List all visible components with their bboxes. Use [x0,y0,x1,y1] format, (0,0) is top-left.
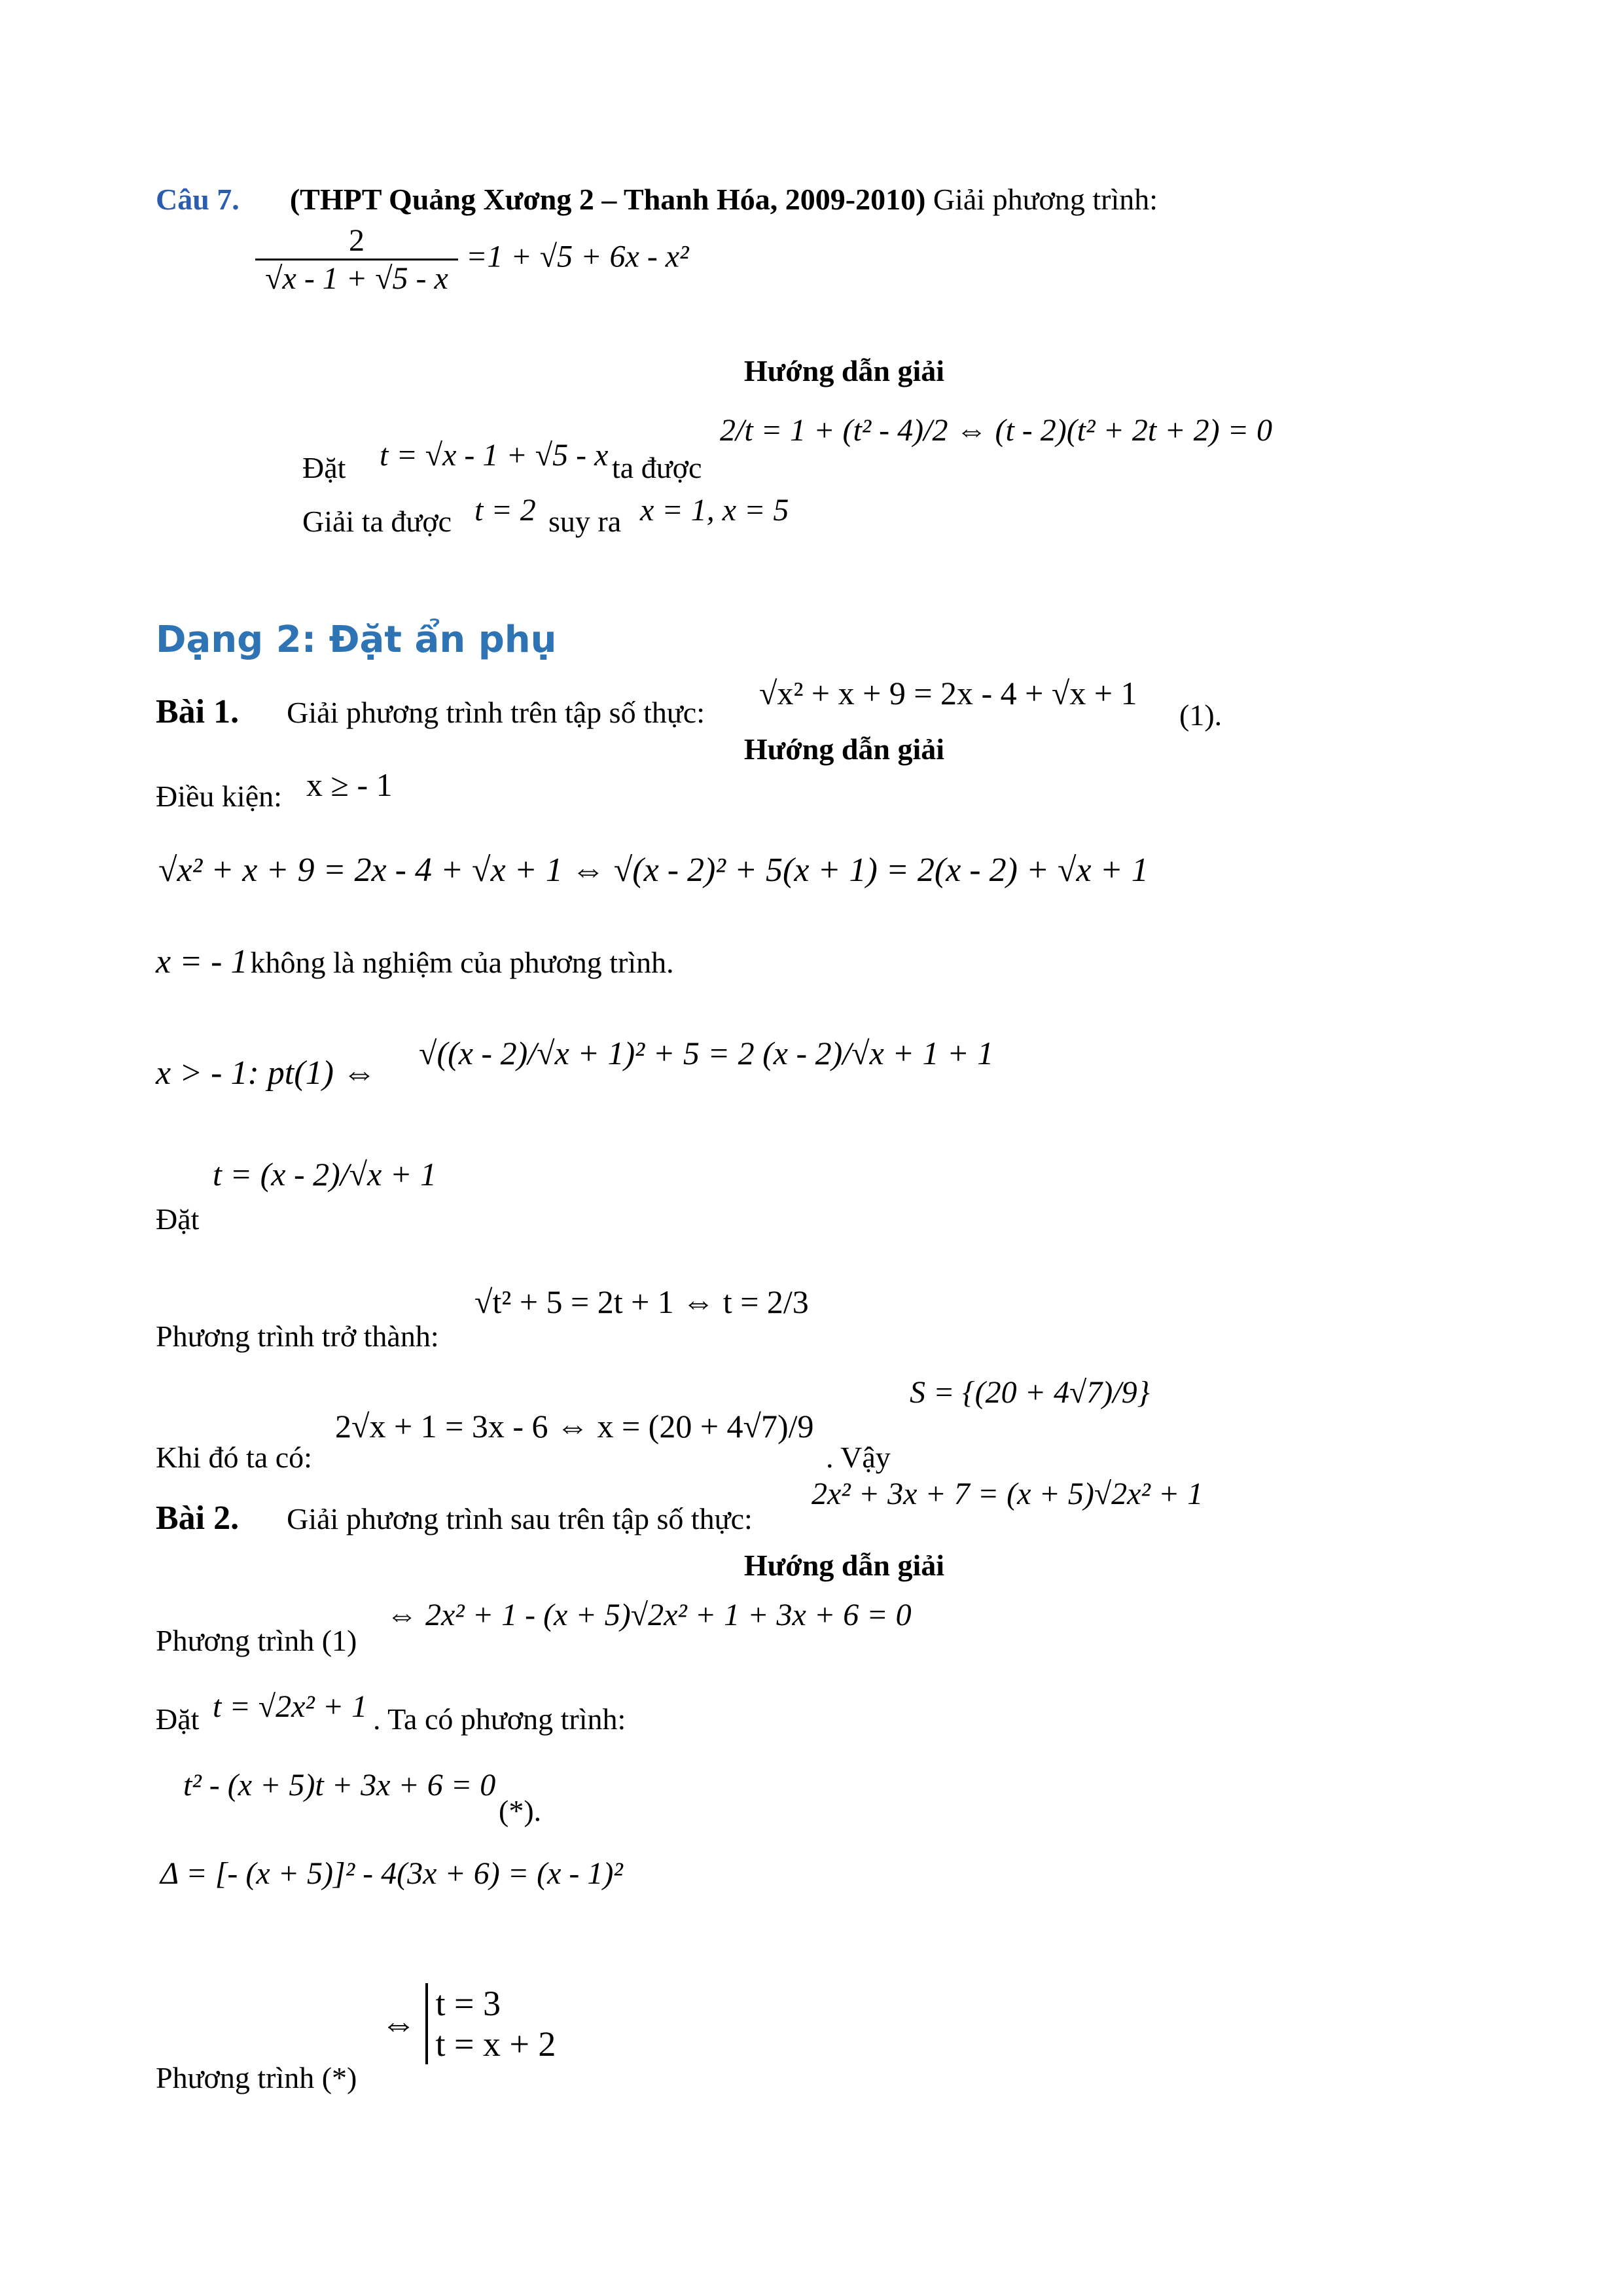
cau7-line2-mid: suy ra [548,505,622,538]
cau7-line2-t: t = 2 [474,493,536,528]
cau7-line2-prefix: Giải ta được [302,505,452,538]
bai2-star-label: Phương trình (*) [156,2061,357,2094]
bai1-condition-label: Điều kiện: [156,780,282,813]
cau7-equation [255,223,689,296]
bai2-star-case2: t = x + 2 [435,2024,556,2064]
cau7-task: Giải phương trình: [933,183,1158,216]
bai1-eq-tag: (1). [1179,698,1222,732]
bai2-equation: 2x² + 3x + 7 = (x + 5)√2x² + 1 [812,1477,1204,1511]
cau7-line1-eq: 2/t = 1 + (t² - 4)/2 ⇔ (t - 2)(t² + 2t + 2) = 0 [720,413,1272,448]
bai1-then-eq: 2√x + 1 = 3x - 6 ⇔ x = (20 + 4√7)/9 [335,1408,814,1444]
bai2-delta-eq: Δ = [- (x + 5)]² - 4(3x + 6) = (x - 1)² [160,1856,623,1891]
bai1-task: Giải phương trình trên tập số thực: [287,696,705,729]
bai2-sub-prefix: Đặt [156,1702,200,1736]
bai2-header [156,1499,753,1537]
bai2-pt1-eq: ⇔ 2x² + 1 - (x + 5)√2x² + 1 + 3x + 6 = 0 [386,1598,912,1632]
bai1-case2-eq: √((x - 2)/√x + 1)² + 5 = 2 (x - 2)/√x + 1 + 1 [419,1035,994,1071]
bai1-condition: x ≥ - 1 [306,766,393,803]
cau7-line2-x: x = 1, x = 5 [640,493,789,528]
bai2-sub-suffix: . Ta có phương trình: [373,1702,626,1736]
bai1-equation: √x² + x + 9 = 2x - 4 + √x + 1 [759,675,1137,711]
bai1-vay: . Vậy [826,1441,891,1474]
cau7-label: Câu 7. [156,183,240,216]
bai2-star-system: ⇔ t = 3 t = x + 2 [381,1984,556,2064]
section-heading: Dạng 2: Đặt ẩn phụ [156,619,557,661]
bai1-header [156,692,705,731]
bai2-star-case1: t = 3 [435,1984,501,2023]
bai1-case1 [156,942,674,981]
cau7-header [156,182,1158,217]
cau7-source: (THPT Quảng Xương 2 – Thanh Hóa, 2009-2010) [289,183,926,216]
bai1-case2-math: x > - 1: pt(1) ⇔ [156,1054,376,1092]
bai1-then-text: Khi đó ta có: [156,1441,312,1474]
cau7-eq-denominator: √x - 1 + √5 - x [265,261,448,296]
bai2-task: Giải phương trình sau trên tập số thực: [287,1502,753,1535]
cau7-line1-mid: ta được [612,451,702,484]
cau7-guide-title: Hướng dẫn giải [743,354,945,387]
bai1-transform: √x² + x + 9 = 2x - 4 + √x + 1 ⇔ √(x - 2)² + 5(x + 1) = 2(x - 2) + √x + 1 [158,852,1149,889]
bai1-guide-title: Hướng dẫn giải [743,732,945,766]
bai1-becomes-text: Phương trình trở thành: [156,1319,439,1353]
bai1-case1-text: không là nghiệm của phương trình. [250,946,674,979]
bai2-label: Bài 2. [156,1499,240,1537]
cau7-line1-sub: t = √x - 1 + √5 - x [380,438,609,473]
cau7-line1-prefix: Đặt [302,451,346,484]
bai1-sub-prefix: Đặt [156,1202,200,1236]
bai1-label: Bài 1. [156,693,240,730]
bai2-quad-tag: (*). [499,1794,542,1827]
cau7-eq-numerator: 2 [255,223,458,260]
bai2-sub-eq: t = √2x² + 1 [213,1689,368,1724]
bai2-quad-eq: t² - (x + 5)t + 3x + 6 = 0 [183,1768,496,1803]
cau7-eq-rhs: =1 + √5 + 6x - x² [466,239,689,274]
bai2-pt1-label: Phương trình (1) [156,1624,357,1657]
bai1-sub-eq: t = (x - 2)/√x + 1 [213,1156,437,1193]
bai2-guide-title: Hướng dẫn giải [743,1549,945,1582]
bai1-case1-math: x = - 1 [156,943,248,980]
bai1-solution-set: S = {(20 + 4√7)/9} [910,1375,1150,1410]
bai1-becomes-eq: √t² + 5 = 2t + 1 ⇔ t = 2/3 [474,1283,809,1320]
